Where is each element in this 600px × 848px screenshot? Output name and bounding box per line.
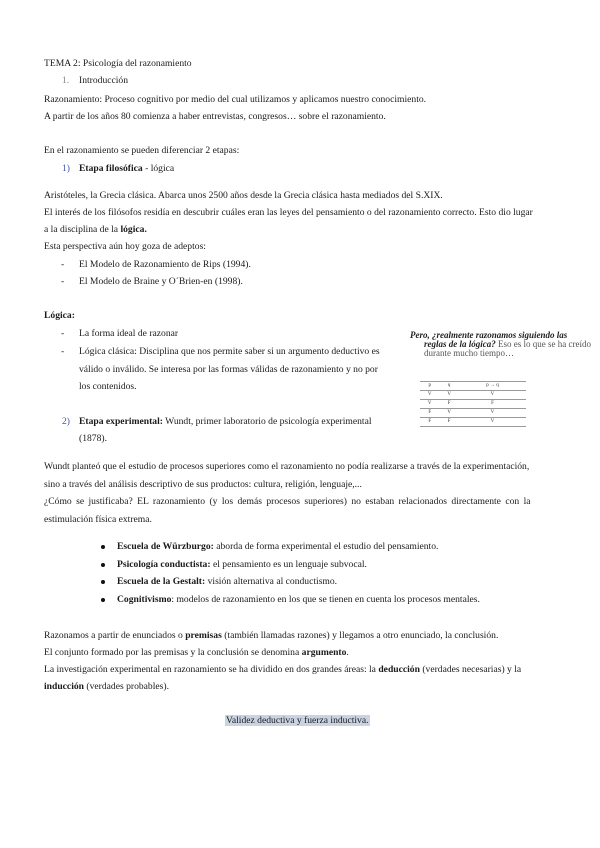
etapas-intro: En el razonamiento se pueden diferenciar 2 etapas: bbox=[44, 145, 240, 156]
wundt-line-1: Wundt planteó que el estudio de procesos superiores como el razonamiento no podía realizarse a través de la experimentación, bbox=[44, 461, 530, 472]
definition-line: Razonamiento: Proceso cognitivo por medio del cual utilizamos y aplicamos nuestro conocimiento. bbox=[44, 94, 427, 105]
etapa-1-title: Etapa filosófica bbox=[79, 163, 143, 174]
logic-discipline-bold: lógica. bbox=[120, 224, 147, 235]
truth-table-row bbox=[420, 418, 526, 427]
truth-table-cell: V bbox=[439, 409, 458, 418]
truth-table-cell: V bbox=[420, 400, 439, 409]
dash-marker: - bbox=[61, 259, 65, 270]
bullet-dot bbox=[101, 591, 105, 608]
wundt-line-2: sino a través del análisis descriptivo de sus productos: cultura, religión, lenguaje,... bbox=[44, 479, 362, 490]
logica-item-2-line-3: los contenidos. bbox=[79, 381, 137, 392]
truth-table-cell: F bbox=[459, 400, 526, 409]
induccion-line: inducción (verdades probables). bbox=[44, 681, 169, 692]
school-gestalt: Escuela de la Gestalt: visión alternativa al conductismo. bbox=[117, 576, 338, 587]
truth-table-cell: F bbox=[420, 409, 439, 418]
etapa-1-suffix: - lógica bbox=[142, 163, 175, 174]
school-wurzburgo: Escuela de Würzburgo: aborda de forma experimental el estudio del pensamiento. bbox=[117, 541, 439, 552]
argumento-line: El conjunto formado por las premisas y la conclusión se denomina argumento. bbox=[44, 647, 349, 658]
truth-table-cell: V bbox=[439, 391, 458, 400]
adeptos-line: Esta perspectiva aún hoy goza de adeptos: bbox=[44, 241, 206, 252]
intro-number: 1. bbox=[62, 75, 70, 86]
etapa-2-suffix: Wundt, primer laboratorio de psicología experimental bbox=[162, 416, 372, 427]
premisas-line: Razonamos a partir de enunciados o premisas (también llamadas razones) y llegamos a otro enunciado, la conclusión. bbox=[44, 630, 499, 641]
areas-line: La investigación experimental en razonamiento se ha dividido en dos grandes áreas: la deducción (verdades necesarias) y la bbox=[44, 664, 522, 675]
bullet-dot bbox=[101, 573, 105, 590]
truth-table-row bbox=[420, 409, 526, 418]
truth-table-cell: V bbox=[459, 409, 526, 418]
side-figure-title-2-rest: Eso es lo que se ha creído bbox=[495, 339, 591, 349]
aristoteles-line: Aristóteles, la Grecia clásica. Abarca unos 2500 años desde la Grecia clásica hasta mediados del S.XIX. bbox=[44, 190, 443, 201]
side-figure-title-1: Pero, ¿realmente razonamos siguiendo las bbox=[410, 330, 568, 340]
side-figure-title-2-bold: reglas de la lógica? bbox=[424, 339, 496, 349]
truth-table-cell: F bbox=[439, 418, 458, 427]
logica-heading: Lógica: bbox=[44, 310, 75, 321]
truth-table bbox=[420, 381, 526, 427]
truth-table-cell: p bbox=[420, 382, 439, 391]
etapa-1-number: 1) bbox=[62, 163, 70, 174]
truth-table-cell: V bbox=[459, 418, 526, 427]
history-line: A partir de los años 80 comienza a haber entrevistas, congresos… sobre el razonamiento. bbox=[44, 111, 386, 122]
intro-heading: Introducción bbox=[79, 75, 129, 86]
logic-discipline-pre: a la disciplina de la bbox=[44, 224, 121, 235]
model-rips: El Modelo de Razonamiento de Rips (1994). bbox=[79, 259, 251, 270]
etapa-2-title: Etapa experimental: bbox=[79, 416, 163, 427]
truth-table-row bbox=[420, 400, 526, 409]
wundt-line-4: estimulación física extrema. bbox=[44, 514, 152, 525]
model-braine: El Modelo de Braine y O´Brien-en (1998). bbox=[79, 276, 243, 287]
dash-marker: - bbox=[61, 328, 65, 339]
etapa-2-year: (1878). bbox=[79, 433, 107, 444]
dash-marker: - bbox=[61, 346, 65, 357]
logic-discipline-line bbox=[44, 221, 147, 238]
document-title: TEMA 2: Psicología del razonamiento bbox=[44, 58, 192, 69]
logica-item-2-line-1: Lógica clásica: Disciplina que nos permite saber si un argumento deductivo es bbox=[79, 346, 380, 357]
truth-table-cell: V bbox=[459, 391, 526, 400]
logica-item-2-line-2: válido o inválido. Se interesa por las formas válidas de razonamiento y no por bbox=[79, 364, 378, 375]
truth-table-cell: V bbox=[420, 391, 439, 400]
truth-table-cell: F bbox=[439, 400, 458, 409]
etapa-2-heading bbox=[79, 413, 372, 430]
side-figure-title-3: durante mucho tiempo… bbox=[424, 348, 514, 358]
wundt-line-3: ¿Cómo se justificaba? EL razonamiento (y los demás procesos superiores) no estaban relacionados directamente con la bbox=[44, 496, 531, 507]
school-cognitivismo: Cognitivismo: modelos de razonamiento en los que se tienen en cuenta los procesos mentales. bbox=[117, 594, 480, 605]
dash-marker: - bbox=[61, 276, 65, 287]
truth-table-cell: p → q bbox=[459, 382, 526, 391]
truth-table-cell: q bbox=[439, 382, 458, 391]
philosophers-line: El interés de los filósofos residía en descubrir cuáles eran las leyes del pensamiento o del razonamiento correcto. Esto dio lugar bbox=[44, 207, 533, 218]
truth-table-header bbox=[420, 382, 526, 391]
etapa-2-number: 2) bbox=[62, 416, 70, 427]
school-conductista: Psicología conductista: el pensamiento es un lenguaje subvocal. bbox=[117, 559, 367, 570]
highlighted-heading: Validez deductiva y fuerza inductiva. bbox=[226, 715, 369, 726]
bullet-dot bbox=[101, 556, 105, 573]
logica-item-1: La forma ideal de razonar bbox=[79, 328, 179, 339]
truth-table-row bbox=[420, 391, 526, 400]
bullet-dot bbox=[101, 538, 105, 555]
truth-table-cell: F bbox=[420, 418, 439, 427]
etapa-1-heading bbox=[79, 160, 174, 177]
